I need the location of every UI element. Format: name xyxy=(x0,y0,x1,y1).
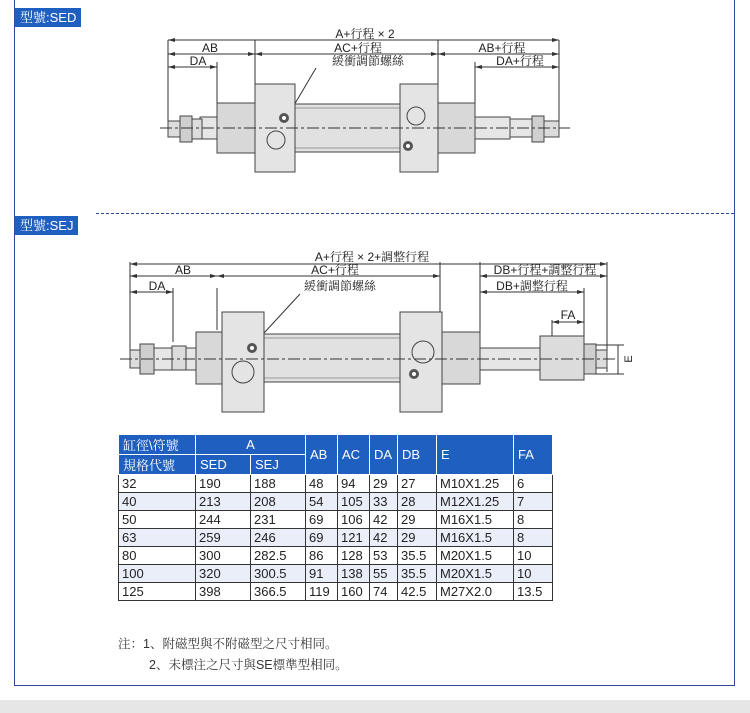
table-cell: 100 xyxy=(119,565,196,583)
table-cell: M20X1.5 xyxy=(437,565,514,583)
table-cell: 42 xyxy=(370,529,398,547)
table-cell: 8 xyxy=(514,529,553,547)
header-bore: 缸徑\符號 xyxy=(119,435,196,455)
table-cell: 69 xyxy=(306,529,338,547)
header-e: E xyxy=(437,435,514,475)
section-label-sej: 型號:SEJ xyxy=(15,216,78,235)
section-label-sed: 型號:SED xyxy=(15,8,81,27)
table-cell: 300.5 xyxy=(251,565,306,583)
header-sed: SED xyxy=(196,455,251,475)
sed-dim-ab: AB xyxy=(201,41,219,55)
sej-dim-db1: DB+行程+調整行程 xyxy=(493,263,597,277)
table-cell: 35.5 xyxy=(398,565,437,583)
sej-dim-db2: DB+調整行程 xyxy=(496,279,568,293)
table-cell: 29 xyxy=(370,475,398,493)
table-cell: 208 xyxy=(251,493,306,511)
header-a: A xyxy=(196,435,306,455)
table-cell: 119 xyxy=(306,583,338,601)
table-cell: 160 xyxy=(338,583,370,601)
table-row xyxy=(119,547,553,565)
table-cell: 35.5 xyxy=(398,547,437,565)
sej-dim-fa: FA xyxy=(560,308,576,322)
table-cell: 27 xyxy=(398,475,437,493)
footer-bar xyxy=(0,700,750,713)
table-row xyxy=(119,475,553,493)
table-cell: 6 xyxy=(514,475,553,493)
table-row xyxy=(119,511,553,529)
table-cell: 54 xyxy=(306,493,338,511)
table-cell: 259 xyxy=(196,529,251,547)
table-cell: 55 xyxy=(370,565,398,583)
sed-dim-ac: AC+行程 xyxy=(334,41,382,55)
sed-dim-da: DA xyxy=(189,54,207,68)
table-cell: 29 xyxy=(398,511,437,529)
table-cell: 121 xyxy=(338,529,370,547)
table-cell: 128 xyxy=(338,547,370,565)
table-cell: 282.5 xyxy=(251,547,306,565)
table-cell: 246 xyxy=(251,529,306,547)
header-db: DB xyxy=(398,435,437,475)
table-cell: 10 xyxy=(514,565,553,583)
table-cell: 8 xyxy=(514,511,553,529)
table-cell: 28 xyxy=(398,493,437,511)
table-cell: M20X1.5 xyxy=(437,547,514,565)
table-cell: 300 xyxy=(196,547,251,565)
table-cell: M27X2.0 xyxy=(437,583,514,601)
table-row xyxy=(119,493,553,511)
table-cell: 86 xyxy=(306,547,338,565)
table-cell: 231 xyxy=(251,511,306,529)
sej-dim-da: DA xyxy=(148,279,166,293)
table-cell: 69 xyxy=(306,511,338,529)
table-row xyxy=(119,565,553,583)
table-row xyxy=(119,583,553,601)
table-cell: 244 xyxy=(196,511,251,529)
table-cell: 29 xyxy=(398,529,437,547)
table-cell: 188 xyxy=(251,475,306,493)
table-cell: 91 xyxy=(306,565,338,583)
table-cell: 50 xyxy=(119,511,196,529)
header-ac: AC xyxy=(338,435,370,475)
sej-dim-ab: AB xyxy=(174,263,192,277)
table-cell: 74 xyxy=(370,583,398,601)
table-cell: 42.5 xyxy=(398,583,437,601)
table-cell: 106 xyxy=(338,511,370,529)
sed-dim-a: A+行程 × 2 xyxy=(335,27,395,41)
table-cell: M10X1.25 xyxy=(437,475,514,493)
table-row xyxy=(119,529,553,547)
sej-drawing xyxy=(0,240,750,440)
note-1: 注：1、附磁型與不附磁型之尺寸相同。 xyxy=(118,637,338,651)
table-cell: M16X1.5 xyxy=(437,529,514,547)
section-divider xyxy=(96,213,734,214)
table-cell: 366.5 xyxy=(251,583,306,601)
header-model: 規格代號 xyxy=(119,455,196,475)
header-ab: AB xyxy=(306,435,338,475)
header-da: DA xyxy=(370,435,398,475)
table-cell: M12X1.25 xyxy=(437,493,514,511)
sej-dim-e: E xyxy=(623,355,635,363)
table-cell: 48 xyxy=(306,475,338,493)
table-cell: M16X1.5 xyxy=(437,511,514,529)
table-cell: 80 xyxy=(119,547,196,565)
table-cell: 190 xyxy=(196,475,251,493)
sed-dim-da-right: DA+行程 xyxy=(496,54,544,68)
table-cell: 320 xyxy=(196,565,251,583)
table-cell: 13.5 xyxy=(514,583,553,601)
sej-dim-a: A+行程 × 2+調整行程 xyxy=(314,250,430,264)
table-cell: 33 xyxy=(370,493,398,511)
table-cell: 42 xyxy=(370,511,398,529)
table-cell: 125 xyxy=(119,583,196,601)
note-2: 2、未標注之尺寸與SE標準型相同。 xyxy=(149,658,348,672)
table-cell: 7 xyxy=(514,493,553,511)
table-cell: 105 xyxy=(338,493,370,511)
header-sej: SEJ xyxy=(251,455,306,475)
header-fa: FA xyxy=(514,435,553,475)
table-cell: 32 xyxy=(119,475,196,493)
sej-callout: 緩衝調節螺絲 xyxy=(303,279,377,293)
table-cell: 138 xyxy=(338,565,370,583)
sed-callout: 緩衝調節螺絲 xyxy=(331,54,405,68)
notes xyxy=(118,634,348,676)
table-cell: 63 xyxy=(119,529,196,547)
dimension-table xyxy=(118,434,553,601)
table-cell: 10 xyxy=(514,547,553,565)
sed-dim-ab-right: AB+行程 xyxy=(478,41,526,55)
table-cell: 94 xyxy=(338,475,370,493)
table-cell: 213 xyxy=(196,493,251,511)
table-cell: 398 xyxy=(196,583,251,601)
sej-dim-ac: AC+行程 xyxy=(311,263,359,277)
table-cell: 53 xyxy=(370,547,398,565)
table-cell: 40 xyxy=(119,493,196,511)
sed-drawing xyxy=(0,0,750,200)
